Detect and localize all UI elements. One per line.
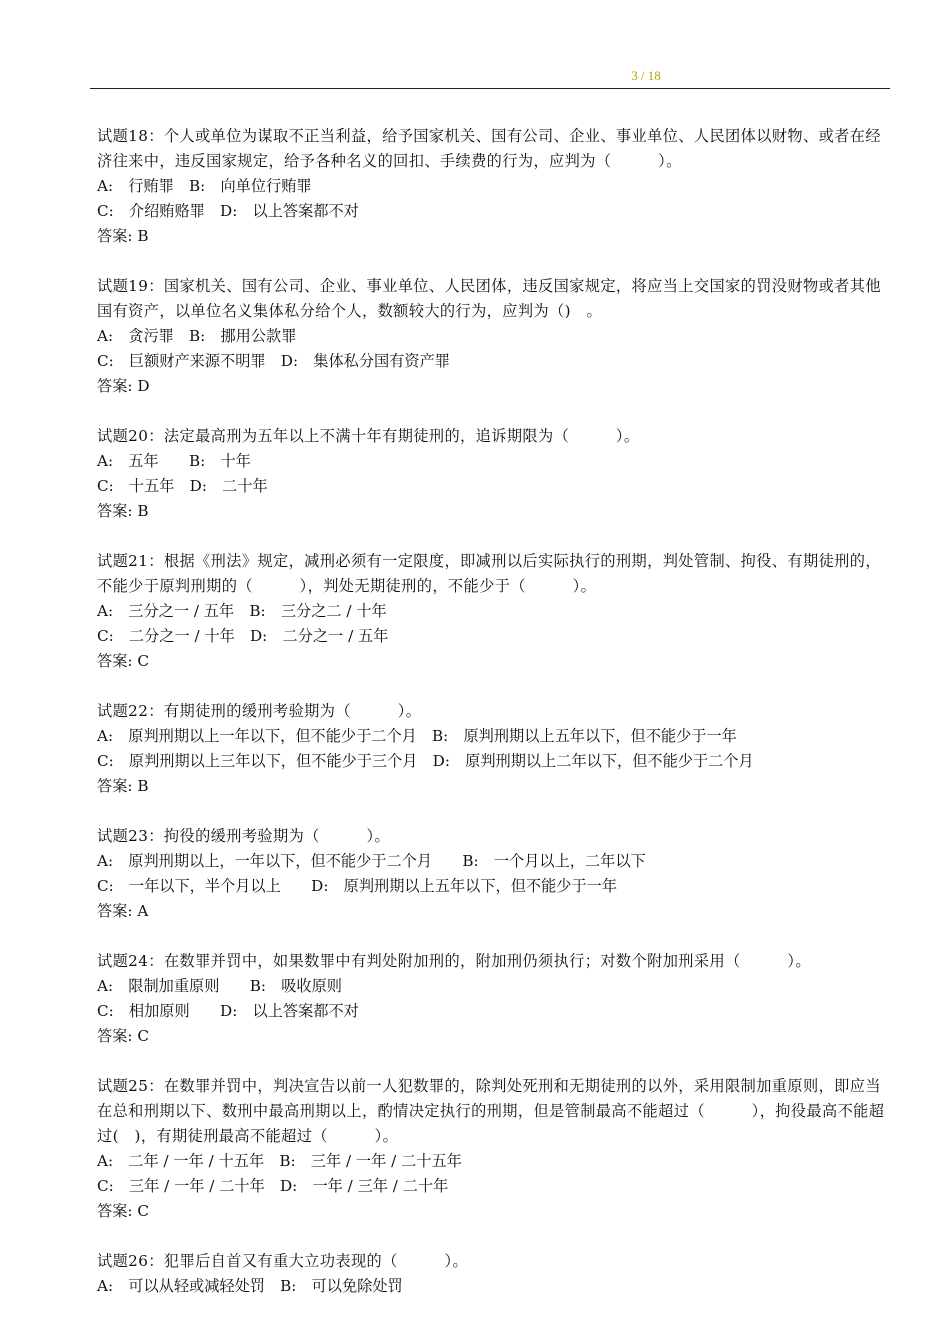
answer: 答案: A <box>97 902 149 920</box>
options-cd: C: 一年以下，半个月以上 D: 原判刑期以上五年以下，但不能少于一年 <box>97 877 618 895</box>
question-20 <box>97 424 889 524</box>
question-22 <box>97 699 889 799</box>
question-stem: 试题24：在数罪并罚中，如果数罪中有判处附加刑的，附加刑仍须执行；对数个附加刑采用（ ）。 <box>97 952 811 970</box>
question-stem: 试题19：国家机关、国有公司、企业、事业单位、人民团体，违反国家规定，将应当上交国家的罚没财物或者其他国有资产，以单位名义集体私分给个人，数额较大的行为，应判为（) 。 <box>97 277 881 320</box>
answer: 答案: B <box>97 227 149 245</box>
answer: 答案: C <box>97 1202 149 1220</box>
answer: 答案: B <box>97 777 149 795</box>
options-ab: A: 行贿罪 B: 向单位行贿罪 <box>97 177 312 195</box>
question-stem: 试题21：根据《刑法》规定，减刑必须有一定限度，即减刑以后实际执行的刑期，判处管制、拘役、有期徒刑的，不能少于原判刑期的（ ），判处无期徒刑的，不能少于（ ）。 <box>97 552 881 595</box>
answer: 答案: D <box>97 377 150 395</box>
question-23 <box>97 824 889 924</box>
answer: 答案: C <box>97 652 149 670</box>
question-stem: 试题23：拘役的缓刑考验期为（ ）。 <box>97 827 391 845</box>
options-ab: A: 可以从轻或减轻处罚 B: 可以免除处罚 <box>97 1277 403 1295</box>
question-21 <box>97 549 889 674</box>
answer: 答案: C <box>97 1027 149 1045</box>
options-ab: A: 三分之一 / 五年 B: 三分之二 / 十年 <box>97 602 387 620</box>
options-cd: C: 二分之一 / 十年 D: 二分之一 / 五年 <box>97 627 389 645</box>
question-stem: 试题25：在数罪并罚中，判决宣告以前一人犯数罪的，除判处死刑和无期徒刑的以外，采用限制加重原则，即应当在总和刑期以下、数刑中最高刑期以上，酌情决定执行的刑期，但是管制最高不能超过（ ），拘役最高不能超过( )，有期徒刑最高不能超过（ ）。 <box>97 1077 885 1145</box>
options-ab: A: 贪污罪 B: 挪用公款罪 <box>97 327 297 345</box>
options-ab: A: 限制加重原则 B: 吸收原则 <box>97 977 342 995</box>
options-cd: C: 三年 / 一年 / 二十年 D: 一年 / 三年 / 二十年 <box>97 1177 449 1195</box>
answer: 答案: B <box>97 502 149 520</box>
options-cd: C: 原判刑期以上三年以下，但不能少于三个月 D: 原判刑期以上二年以下，但不能少于二个月 <box>97 752 754 770</box>
question-25 <box>97 1074 889 1224</box>
question-24 <box>97 949 889 1049</box>
question-stem: 试题26：犯罪后自首又有重大立功表现的（ ）。 <box>97 1252 469 1270</box>
options-ab: A: 五年 B: 十年 <box>97 452 251 470</box>
question-26 <box>97 1249 889 1299</box>
page-number: 3 / 18 <box>631 68 661 83</box>
question-stem: 试题18：个人或单位为谋取不正当利益，给予国家机关、国有公司、企业、事业单位、人民团体以财物、或者在经济往来中，违反国家规定，给予各种名义的回扣、手续费的行为，应判为（ ）。 <box>97 127 881 170</box>
header-divider <box>90 88 890 89</box>
options-cd: C: 巨额财产来源不明罪 D: 集体私分国有资产罪 <box>97 352 450 370</box>
options-cd: C: 相加原则 D: 以上答案都不对 <box>97 1002 359 1020</box>
question-stem: 试题22：有期徒刑的缓刑考验期为（ ）。 <box>97 702 422 720</box>
options-cd: C: 十五年 D: 二十年 <box>97 477 268 495</box>
options-ab: A: 原判刑期以上，一年以下，但不能少于二个月 B: 一个月以上，二年以下 <box>97 852 646 870</box>
options-ab: A: 原判刑期以上一年以下，但不能少于二个月 B: 原判刑期以上五年以下，但不能少于一年 <box>97 727 737 745</box>
question-stem: 试题20：法定最高刑为五年以上不满十年有期徒刑的，追诉期限为（ ）。 <box>97 427 640 445</box>
question-19 <box>97 274 889 399</box>
options-cd: C: 介绍贿赂罪 D: 以上答案都不对 <box>97 202 359 220</box>
question-18 <box>97 124 889 249</box>
question-list <box>97 124 889 1324</box>
options-ab: A: 二年 / 一年 / 十五年 B: 三年 / 一年 / 二十五年 <box>97 1152 462 1170</box>
